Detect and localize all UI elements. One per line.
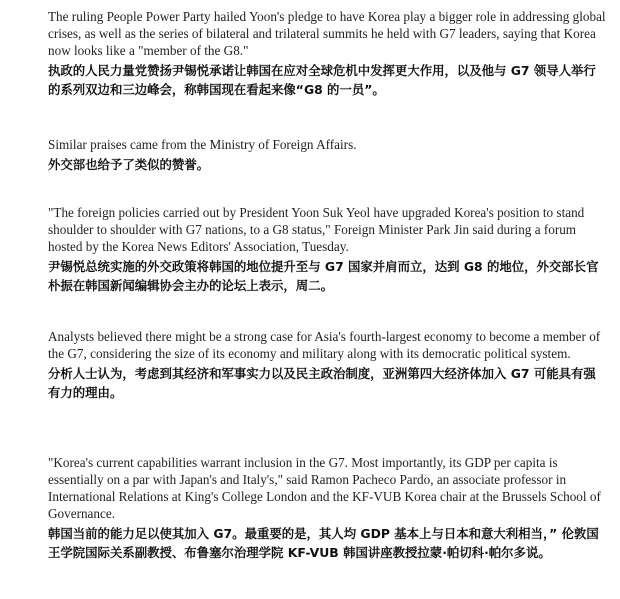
english-text: Similar praises came from the Ministry of Foreign Affairs. [48, 137, 357, 152]
paragraph-3 [48, 204, 608, 295]
chinese-text: 韩国当前的能力足以使其加入 G7。最重要的是，其人均 GDP 基本上与日本和意大利相当，” 伦敦国王学院国际关系副教授、布鲁塞尔治理学院 KF-VUB 韩国讲座教授拉蒙·帕切科·帕尔多说。 [48, 526, 599, 560]
paragraph-5 [48, 454, 608, 562]
paragraph-2 [48, 136, 608, 174]
chinese-text: 执政的人民力量党赞扬尹锡悦承诺让韩国在应对全球危机中发挥更大作用，以及他与 G7 领导人举行的系列双边和三边峰会，称韩国现在看起来像“G8 的一员”。 [48, 63, 596, 97]
paragraph-4 [48, 328, 608, 402]
paragraph-1 [48, 8, 608, 99]
english-text: Analysts believed there might be a strong case for Asia's fourth-largest economy to become a member of the G7, considering the size of its economy and military along with its democratic political system. [48, 329, 601, 361]
english-text: "Korea's current capabilities warrant inclusion in the G7. Most importantly, its GDP per capita is essentially on a par with Japan's and Italy's," said Ramon Pacheco Pardo, an associate professor in International Relations at King's College London and the KF-VUB Korea chair at the Brussels School of Governance. [48, 455, 601, 521]
chinese-text: 分析人士认为，考虑到其经济和军事实力以及民主政治制度，亚洲第四大经济体加入 G7 可能具有强有力的理由。 [48, 366, 596, 400]
english-text: "The foreign policies carried out by President Yoon Suk Yeol have upgraded Korea's position to stand shoulder to shoulder with G7 nations, to a G8 status," Foreign Minister Park Jin said during a forum hosted by the Korea News Editors' Association, Tuesday. [48, 205, 585, 254]
chinese-text: 外交部也给予了类似的赞誉。 [48, 157, 210, 172]
chinese-text: 尹锡悦总统实施的外交政策将韩国的地位提升至与 G7 国家并肩而立，达到 G8 的地位，外交部长官朴振在韩国新闻编辑协会主办的论坛上表示，周二。 [48, 259, 599, 293]
english-text: The ruling People Power Party hailed Yoon's pledge to have Korea play a bigger role in addressing global crises, as well as the series of bilateral and trilateral summits he held with G7 leaders, saying that Korea now looks like a "member of the G8." [48, 9, 606, 58]
